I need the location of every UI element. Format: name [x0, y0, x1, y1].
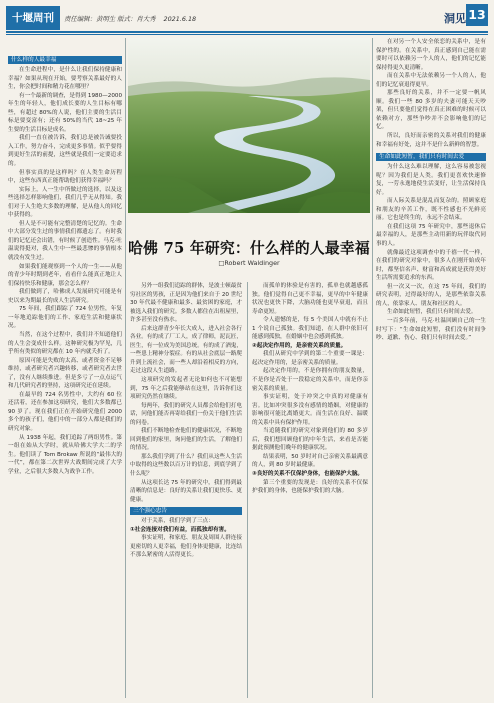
paragraph: 我们一直在被告诉，我们总是被告诫要投入工作，努力奋斗，完成更多事情。似乎要得到更好生活的前提，这些就是我们一定要追求的。: [8, 135, 122, 168]
article-title: 哈佛 75 年研究：什么样的人最幸福: [128, 240, 370, 257]
paragraph: 但一次又一次，在这 75 年间，我们的研究表明，过得最好的人，是那些依靠关系的人，依靠家人、朋友和社区的人。: [376, 283, 486, 307]
editor-line: [64, 14, 196, 23]
column-1: [8, 38, 122, 698]
paragraph: 起决定作用的，不是你拥有的朋友数量，不是你是否处于一段稳定的关系中，而是你亲密关系的质量。: [252, 368, 368, 392]
paragraph: 在我们这项 75 年研究中，那些退休后最幸福的人，是那些主动用新的玩伴取代同事的人。: [376, 223, 486, 248]
paragraph: 生命如此短暂，我们只有时间去爱。: [387, 309, 477, 316]
article-author: □Robert Waldinger: [218, 259, 280, 267]
grassland-river-photo: [128, 38, 370, 213]
paragraph: 所以，良好而亲密的关系对我们的健康和幸福有好处，这并不是什么新鲜的智慧。: [376, 133, 486, 148]
paragraph: 第三个重要的发现是：良好的关系不仅保护我们的身体，也能保护我们的大脑。: [252, 479, 368, 495]
paragraph: 那么我们学到了什么？我们从这些人生活中取得的这些数以百万计的信息，到底学到了什么呢？: [130, 453, 242, 478]
paragraph: 当追随我们的研究对象到他们的 80 多岁后，我们想回顾他们的中年生活，来看是否能据此预测他们晚年的健康状况。: [252, 428, 368, 452]
paragraph: 对于关系，我们学到了三点：: [141, 518, 214, 525]
paragraph: 而在关系中无法依赖另一个人的人，他们的记忆衰退得更早。: [376, 73, 486, 88]
point-1: ①社会连接对我们有益，而孤独却有害。: [130, 526, 230, 533]
paragraph: 实际上，人一生中所做过的选择，以及这些选择怎样影响他们，我们几乎无从得知。我们对于人生绝大多数的理解，是从他人的回忆中获得的。: [8, 186, 122, 219]
paragraph: 就像最近这项调查中的千禧一代一样，在我们的研究对象中，很多人在刚开始成年时，都坚信名声、财富和高成就是获得美好生活所需要追求的东西。: [376, 249, 486, 282]
subhead-3: 生命如此短暂，我们只有时间去爱: [376, 153, 486, 161]
paragraph: 一百多年前，马克·吐温回顾自己的一生时写下：“生命如此短暂，我们没有时间争吵、道歉、伤心、我们只有时间去爱。”: [376, 317, 486, 342]
paragraph: 当然，在这个过程中，我们并不知道他们的人生会变成什么样。这种研究极为罕见，几乎所有类似的研究都在 10 年内就夭折了。: [8, 331, 122, 356]
paragraph: 事实证明，和家庭、朋友及周围人群连接更密切的人更幸福，他们身体更健康，比连结不那么紧密的人活得更长。: [130, 535, 242, 559]
paragraph: 另外一组我们追踪的群体，是波士顿最贫穷社区的男孩，正是因为他们来自于 20 世纪 30 年代最不健康和最多、最贫困的家庭，才被选入我们的研究。多数人都住在出租屋里，许多甚至没有热水。: [130, 283, 242, 324]
paragraph: 但人是不可能有完整清楚的记忆的。生命中大部分发生过的事情我们都遗忘了。有时我们的记忆还会出错，有时候了创造性。马克·吐温说得挺对，我人生中一些最悲惨的事情根本就没有发生过。: [8, 220, 122, 262]
column-divider: [247, 282, 248, 698]
point-3: ③良好的关系不仅保护身体，也能保护大脑。: [252, 471, 364, 478]
paragraph: 从这项长达 75 年的研究中，我们得到最清晰的信息是：良好的关系让我们更快乐、更健康。: [130, 479, 242, 503]
paragraph: 我们从研究中学到的第二个重要一课是：起决定作用的，是亲密关系的质量。: [252, 351, 368, 366]
paragraph: 而人际关系是混乱而复杂的。照顾家庭和朋友的辛苦工作，既不性感也不光鲜亮丽。它也是终生的，永远不会结束。: [376, 198, 486, 222]
paragraph: 在最早的 724 名男性中，大约有 60 位还活着，还在参加这项研究，他们大多数都已 90 岁了。现在我们正在开始研究他们 2000 多个的孩子们，他们中的一部分人都是我们的研究对象。: [8, 391, 122, 432]
paragraph: 这项研究的发起者无论如何也不可能想到，75 年之后我能够站在这里，告诉你们这项研究仍然在继续。: [130, 377, 242, 401]
column-3: [252, 282, 368, 698]
paragraph: 每两年，我们的研究人员都会给他们打电话，问他们能否再寄给我们一份关于他们生活的问卷。: [130, 402, 242, 426]
paragraph: 令人遗憾的是，每 5 个美国人中就有不止 1 个说自己孤独。我们知道，在人群中依旧可能感到孤独，在婚姻中也会感到孤独。: [252, 317, 368, 341]
section-title: 洞见: [444, 12, 466, 25]
editor-credits: 责任编辑：黄明生 版式：肖大秀: [64, 15, 156, 23]
paragraph: 后来这群青少年长大成人，进入社会各行各业。有的成了厂工人，成了律师，泥瓦匠，医生，有一位成为美国总统。有的成了酒鬼，一些患上精神分裂症。有的从社会底层一路爬升到上流社会，而一些人却沿着相反的方向，走过这段人生道路。: [130, 325, 242, 375]
paragraph: 但事实真的是这样吗？在人类生命历程中，这些东西真正能帮助他们获得幸福吗？: [8, 169, 122, 185]
subhead-2: 三个强心忠告: [130, 507, 242, 515]
paper-name-label: 十堰周刊: [6, 6, 60, 30]
paragraph: 那些良好的关系，并不一定要一帆风顺。我们一些 80 多岁的夫妻可能天天吵架，但只要他们觉得在真正困难的时候可以依赖对方，那些争吵并不会影响他们的记忆。: [376, 90, 486, 131]
paragraph: 我们做到了，哈佛成人发展研究可能是有史以来为期最长的成人生活研究。: [8, 289, 122, 304]
paragraph: 为什么这么难以理解，这么容易被忽视呢？因为我们是人类。我们更喜欢快速修复，一劳永逸地使生活变好，让生活保持良好。: [376, 164, 486, 196]
column-2: [130, 282, 242, 698]
paragraph: 在生命进程中，是什么让我们保持健康和幸福？如果从现在开始，要考察关系最好的人生，你会把时间和精力花在哪里？: [8, 67, 122, 91]
subhead-1: 什么样的人最幸福: [8, 56, 122, 64]
paragraph: 原因可能是失败的太高、或者资金不足够维持，或者研究者兴趣转移，或者研究者去世了，没有人继续推进。但是多亏了一点点运气和几代研究者的坚持，这项研究还在延续。: [8, 357, 122, 390]
landscape-image: [128, 38, 370, 213]
issue-date: 2021.6.18: [163, 15, 197, 23]
column-4: [376, 38, 486, 698]
page-number: 13: [466, 4, 488, 26]
paragraph: 而孤单的体验是有害的，孤单也就越感孤独。他们觉得自己更不幸福，更早的中年健康状况也更快下降，大脑功能也更早衰退，而且寿命更短。: [252, 283, 368, 315]
paragraph: 如果我们能观察到一个人的一生——从他的青少年时期到老年，看看什么能真正地让人们保持快乐和健康，那会怎么样？: [8, 263, 122, 287]
paragraph: 从 1938 年起，我们追踪了两组男性。第一组在始从大学时，就从哈佛大学大二的学生。他们读了 Tom Brokaw 所说的“最伟大的一代”，都在第二次世界大战期间完成了大学学业，之后很大多数人为战争工作。: [8, 434, 122, 475]
paragraph: 75 年间，我们跟踪了 724 位男性，年复一年地追踪他们的工作、家庭生活和健康状况。: [8, 306, 122, 330]
point-2: ②起决定作用的，是亲密关系的质量。: [252, 342, 347, 349]
paragraph: 我们不断地检查他们的健康状况，不断地回到他们的家里，询问他们的生活，了解他们的情况。: [130, 428, 242, 452]
paragraph: 在对另一个人安全依恋的关系中，是有保护性的。在关系中，真正感到自己能在需要时可以依赖另一个人的人，他们的记忆能保持得更久更清晰。: [376, 39, 486, 71]
column-divider: [372, 38, 373, 698]
paragraph: 结果表明，50 岁时对自己亲密关系最满意的人，到 80 岁时最健康。: [252, 453, 368, 469]
paragraph: 有一个最新的调查，是得到 1980—2000年生的年轻人，他们成长要的人生目标有哪些，有超过 80%的人说，他们主要的生活目标是要变富有；还有 50%的当代 18~25 年生要的生活目标是成名。: [8, 92, 122, 133]
header-rule: [6, 31, 488, 33]
header-rule-thin: [6, 34, 488, 35]
paragraph: 事实证明，处于冲突之中真的对健康有害。比如冲突很多没有感情的婚姻，对健康的影响很可能比离婚更大。而生活在良好、温暖的关系中具有保护作用。: [252, 394, 368, 426]
column-divider: [125, 38, 126, 698]
